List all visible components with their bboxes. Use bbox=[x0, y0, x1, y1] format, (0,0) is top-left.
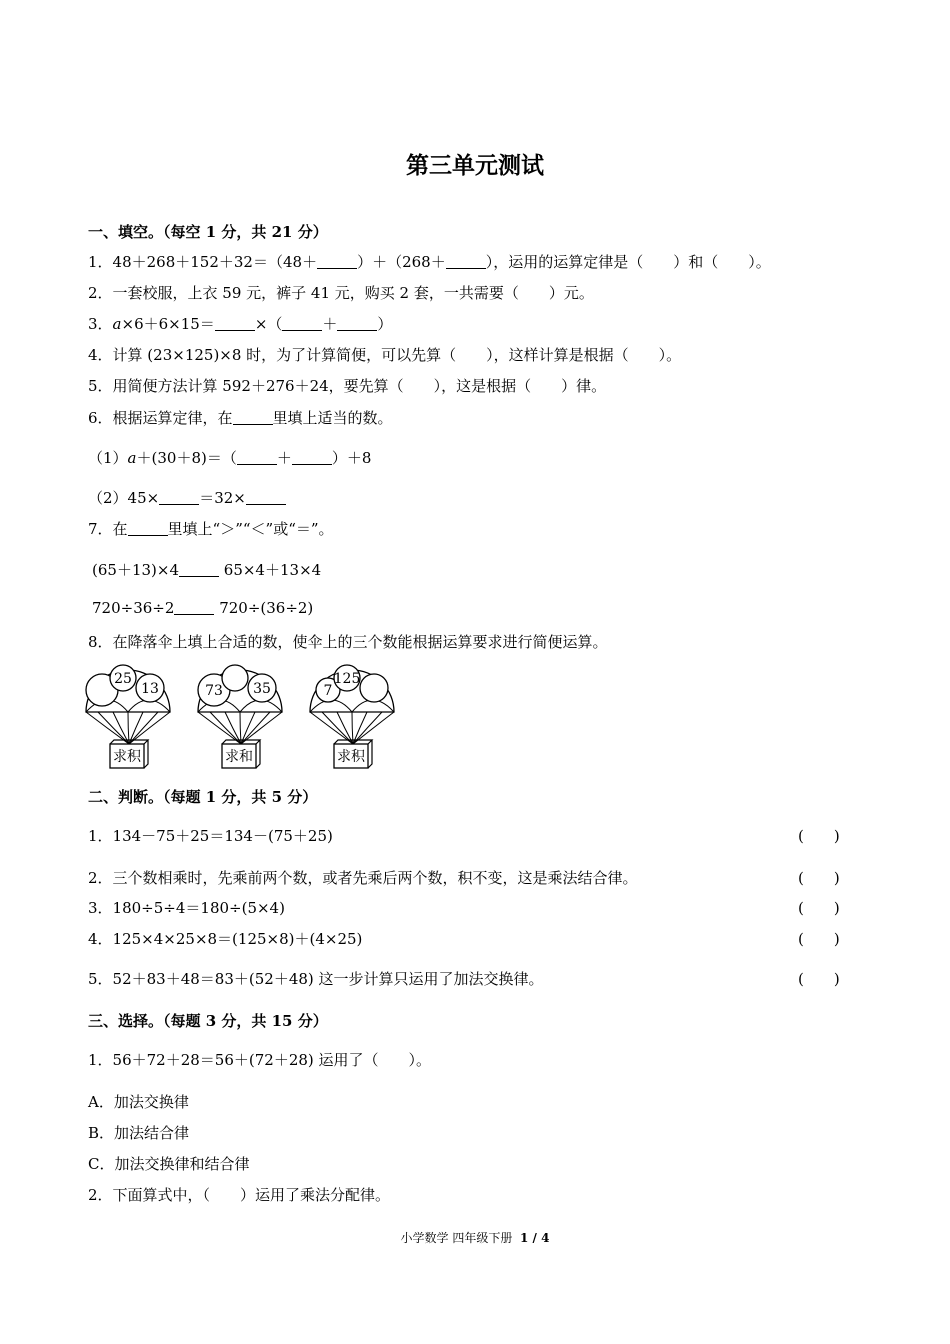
page-footer bbox=[0, 1228, 950, 1248]
answer-blank[interactable] bbox=[237, 450, 277, 465]
answer-blank[interactable] bbox=[179, 562, 219, 577]
label-box-text: 求积 bbox=[337, 749, 365, 765]
number-circle bbox=[222, 665, 248, 691]
p2-text-a: （2）45× bbox=[88, 489, 160, 507]
e2-right: 720÷(36÷2) bbox=[219, 599, 314, 617]
answer-blank[interactable] bbox=[215, 316, 255, 331]
parachute-number: 35 bbox=[253, 681, 271, 697]
parachute-string bbox=[240, 712, 241, 744]
p2-text-b: ＝32× bbox=[199, 489, 246, 507]
parachute-string bbox=[198, 712, 241, 744]
judgement-item: 2．三个数相乘时，先乘前两个数，或者先乘后两个数，积不变，这是乘法结合律。 bbox=[88, 869, 638, 887]
parachute-string bbox=[86, 712, 129, 744]
parachute-figure bbox=[80, 660, 400, 775]
label-box-text: 求积 bbox=[113, 749, 141, 765]
answer-blank[interactable] bbox=[317, 254, 357, 269]
label-box-text: 求和 bbox=[225, 749, 253, 765]
parachute-string bbox=[113, 712, 129, 744]
q1-text-c: ），运用的运算定律是（ ）和（ ）。 bbox=[485, 253, 771, 271]
e2-left: 720÷36÷2 bbox=[92, 599, 175, 617]
variable-a: a bbox=[112, 315, 122, 333]
parachute-string bbox=[241, 712, 282, 744]
p1-text-c: ＋ bbox=[276, 449, 292, 467]
answer-blank[interactable] bbox=[337, 316, 377, 331]
number-circle bbox=[360, 674, 388, 702]
variable-a: a bbox=[127, 449, 137, 467]
choice-question-1: 1．56＋72＋28＝56＋(72＋28) 运用了（ ）。 bbox=[88, 1051, 432, 1069]
parachute-string bbox=[310, 712, 353, 744]
parachute-string bbox=[225, 712, 241, 744]
question-1-1 bbox=[88, 252, 771, 272]
parachute-string bbox=[337, 712, 353, 744]
section-1-heading: 一、填空。（每空 1 分，共 21 分） bbox=[88, 223, 328, 241]
p1-text-a: （1） bbox=[88, 449, 128, 467]
choice-question-2: 2．下面算式中，（ ）运用了乘法分配律。 bbox=[88, 1186, 391, 1204]
question-1-7 bbox=[88, 519, 334, 539]
q3-text-a: 3． bbox=[88, 315, 113, 333]
answer-blank bbox=[128, 521, 168, 536]
answer-bracket[interactable]: ( ) bbox=[798, 930, 840, 948]
parachute-string bbox=[353, 712, 367, 744]
parachute-number: 25 bbox=[114, 671, 132, 687]
page-title: 第三单元测试 bbox=[406, 152, 544, 179]
parachute-string bbox=[241, 712, 255, 744]
q3-text-d: ＋ bbox=[322, 315, 338, 333]
parachute-string bbox=[129, 712, 158, 744]
choice-option-b[interactable]: B．加法结合律 bbox=[88, 1124, 190, 1142]
footer-label: 小学数学 四年级下册 bbox=[400, 1231, 513, 1245]
answer-bracket[interactable]: ( ) bbox=[798, 869, 840, 887]
e1-right: 65×4＋13×4 bbox=[223, 561, 322, 579]
parachute-canopy-arc bbox=[310, 700, 394, 712]
q7-text-b: 里填上“＞”“＜”或“＝”。 bbox=[167, 520, 334, 538]
question-1-7-expression-1 bbox=[92, 560, 321, 580]
page-number: 1 / 4 bbox=[520, 1231, 550, 1245]
choice-option-c[interactable]: C．加法交换律和结合律 bbox=[88, 1155, 250, 1173]
question-1-6-part-1 bbox=[88, 448, 371, 468]
parachute-number: 125 bbox=[333, 671, 361, 687]
question-1-8: 8．在降落伞上填上合适的数，使伞上的三个数能根据运算要求进行简便运算。 bbox=[88, 633, 608, 651]
p1-text-d: ）＋8 bbox=[331, 449, 372, 467]
q1-text-a: 1．48＋268＋152＋32＝（48＋ bbox=[88, 253, 318, 271]
question-1-5: 5．用简便方法计算 592＋276＋24，要先算（ ），这是根据（ ）律。 bbox=[88, 377, 607, 395]
parachute-number: 13 bbox=[141, 681, 159, 697]
parachute-string bbox=[352, 712, 353, 744]
e1-left: (65＋13)×4 bbox=[92, 561, 179, 579]
question-1-4: 4．计算 (23×125)×8 时，为了计算简便，可以先算（ ），这样计算是根据（ ）。 bbox=[88, 346, 682, 364]
answer-blank bbox=[233, 410, 273, 425]
question-1-6 bbox=[88, 408, 393, 428]
q3-text-b: ×6＋6×15＝ bbox=[121, 315, 215, 333]
parachute-string bbox=[128, 712, 129, 744]
question-1-3 bbox=[88, 314, 392, 334]
q1-text-b: ）＋（268＋ bbox=[357, 253, 446, 271]
judgement-item: 3．180÷5÷4＝180÷(5×4) bbox=[88, 899, 285, 917]
parachute-string bbox=[98, 712, 129, 744]
answer-blank[interactable] bbox=[174, 600, 214, 615]
p1-text-b: ＋(30＋8)＝（ bbox=[136, 449, 237, 467]
parachute-string bbox=[129, 712, 143, 744]
answer-blank[interactable] bbox=[282, 316, 322, 331]
answer-blank[interactable] bbox=[446, 254, 486, 269]
q3-text-c: ×（ bbox=[254, 315, 283, 333]
section-2-heading: 二、判断。（每题 1 分，共 5 分） bbox=[88, 788, 318, 806]
parachute-string bbox=[210, 712, 241, 744]
answer-blank[interactable] bbox=[159, 490, 199, 505]
parachute-string bbox=[241, 712, 270, 744]
question-1-7-expression-2 bbox=[92, 598, 313, 618]
parachute-string bbox=[129, 712, 170, 744]
parachute-number: 73 bbox=[205, 683, 223, 699]
parachute-string bbox=[322, 712, 353, 744]
q6-text-b: 里填上适当的数。 bbox=[272, 409, 393, 427]
answer-blank[interactable] bbox=[292, 450, 332, 465]
question-1-2: 2．一套校服，上衣 59 元，裤子 41 元，购买 2 套，一共需要（ ）元。 bbox=[88, 284, 594, 302]
q3-text-e: ） bbox=[377, 315, 393, 333]
judgement-item: 1．134－75＋25＝134－(75＋25) bbox=[88, 827, 333, 845]
q7-text-a: 7．在 bbox=[88, 520, 128, 538]
answer-bracket[interactable]: ( ) bbox=[798, 899, 840, 917]
parachute-number: 7 bbox=[323, 683, 333, 699]
judgement-item: 4．125×4×25×8＝(125×8)＋(4×25) bbox=[88, 930, 363, 948]
parachute-string bbox=[353, 712, 394, 744]
question-1-6-part-2 bbox=[88, 488, 286, 508]
answer-bracket[interactable]: ( ) bbox=[798, 970, 840, 988]
answer-bracket[interactable]: ( ) bbox=[798, 827, 840, 845]
answer-blank[interactable] bbox=[246, 490, 286, 505]
parachute-string bbox=[353, 712, 382, 744]
choice-option-a[interactable]: A．加法交换律 bbox=[88, 1093, 189, 1111]
section-3-heading: 三、选择。（每题 3 分，共 15 分） bbox=[88, 1012, 328, 1030]
q6-text-a: 6．根据运算定律，在 bbox=[88, 409, 233, 427]
judgement-item: 5．52＋83＋48＝83＋(52＋48) 这一步计算只运用了加法交换律。 bbox=[88, 970, 544, 988]
